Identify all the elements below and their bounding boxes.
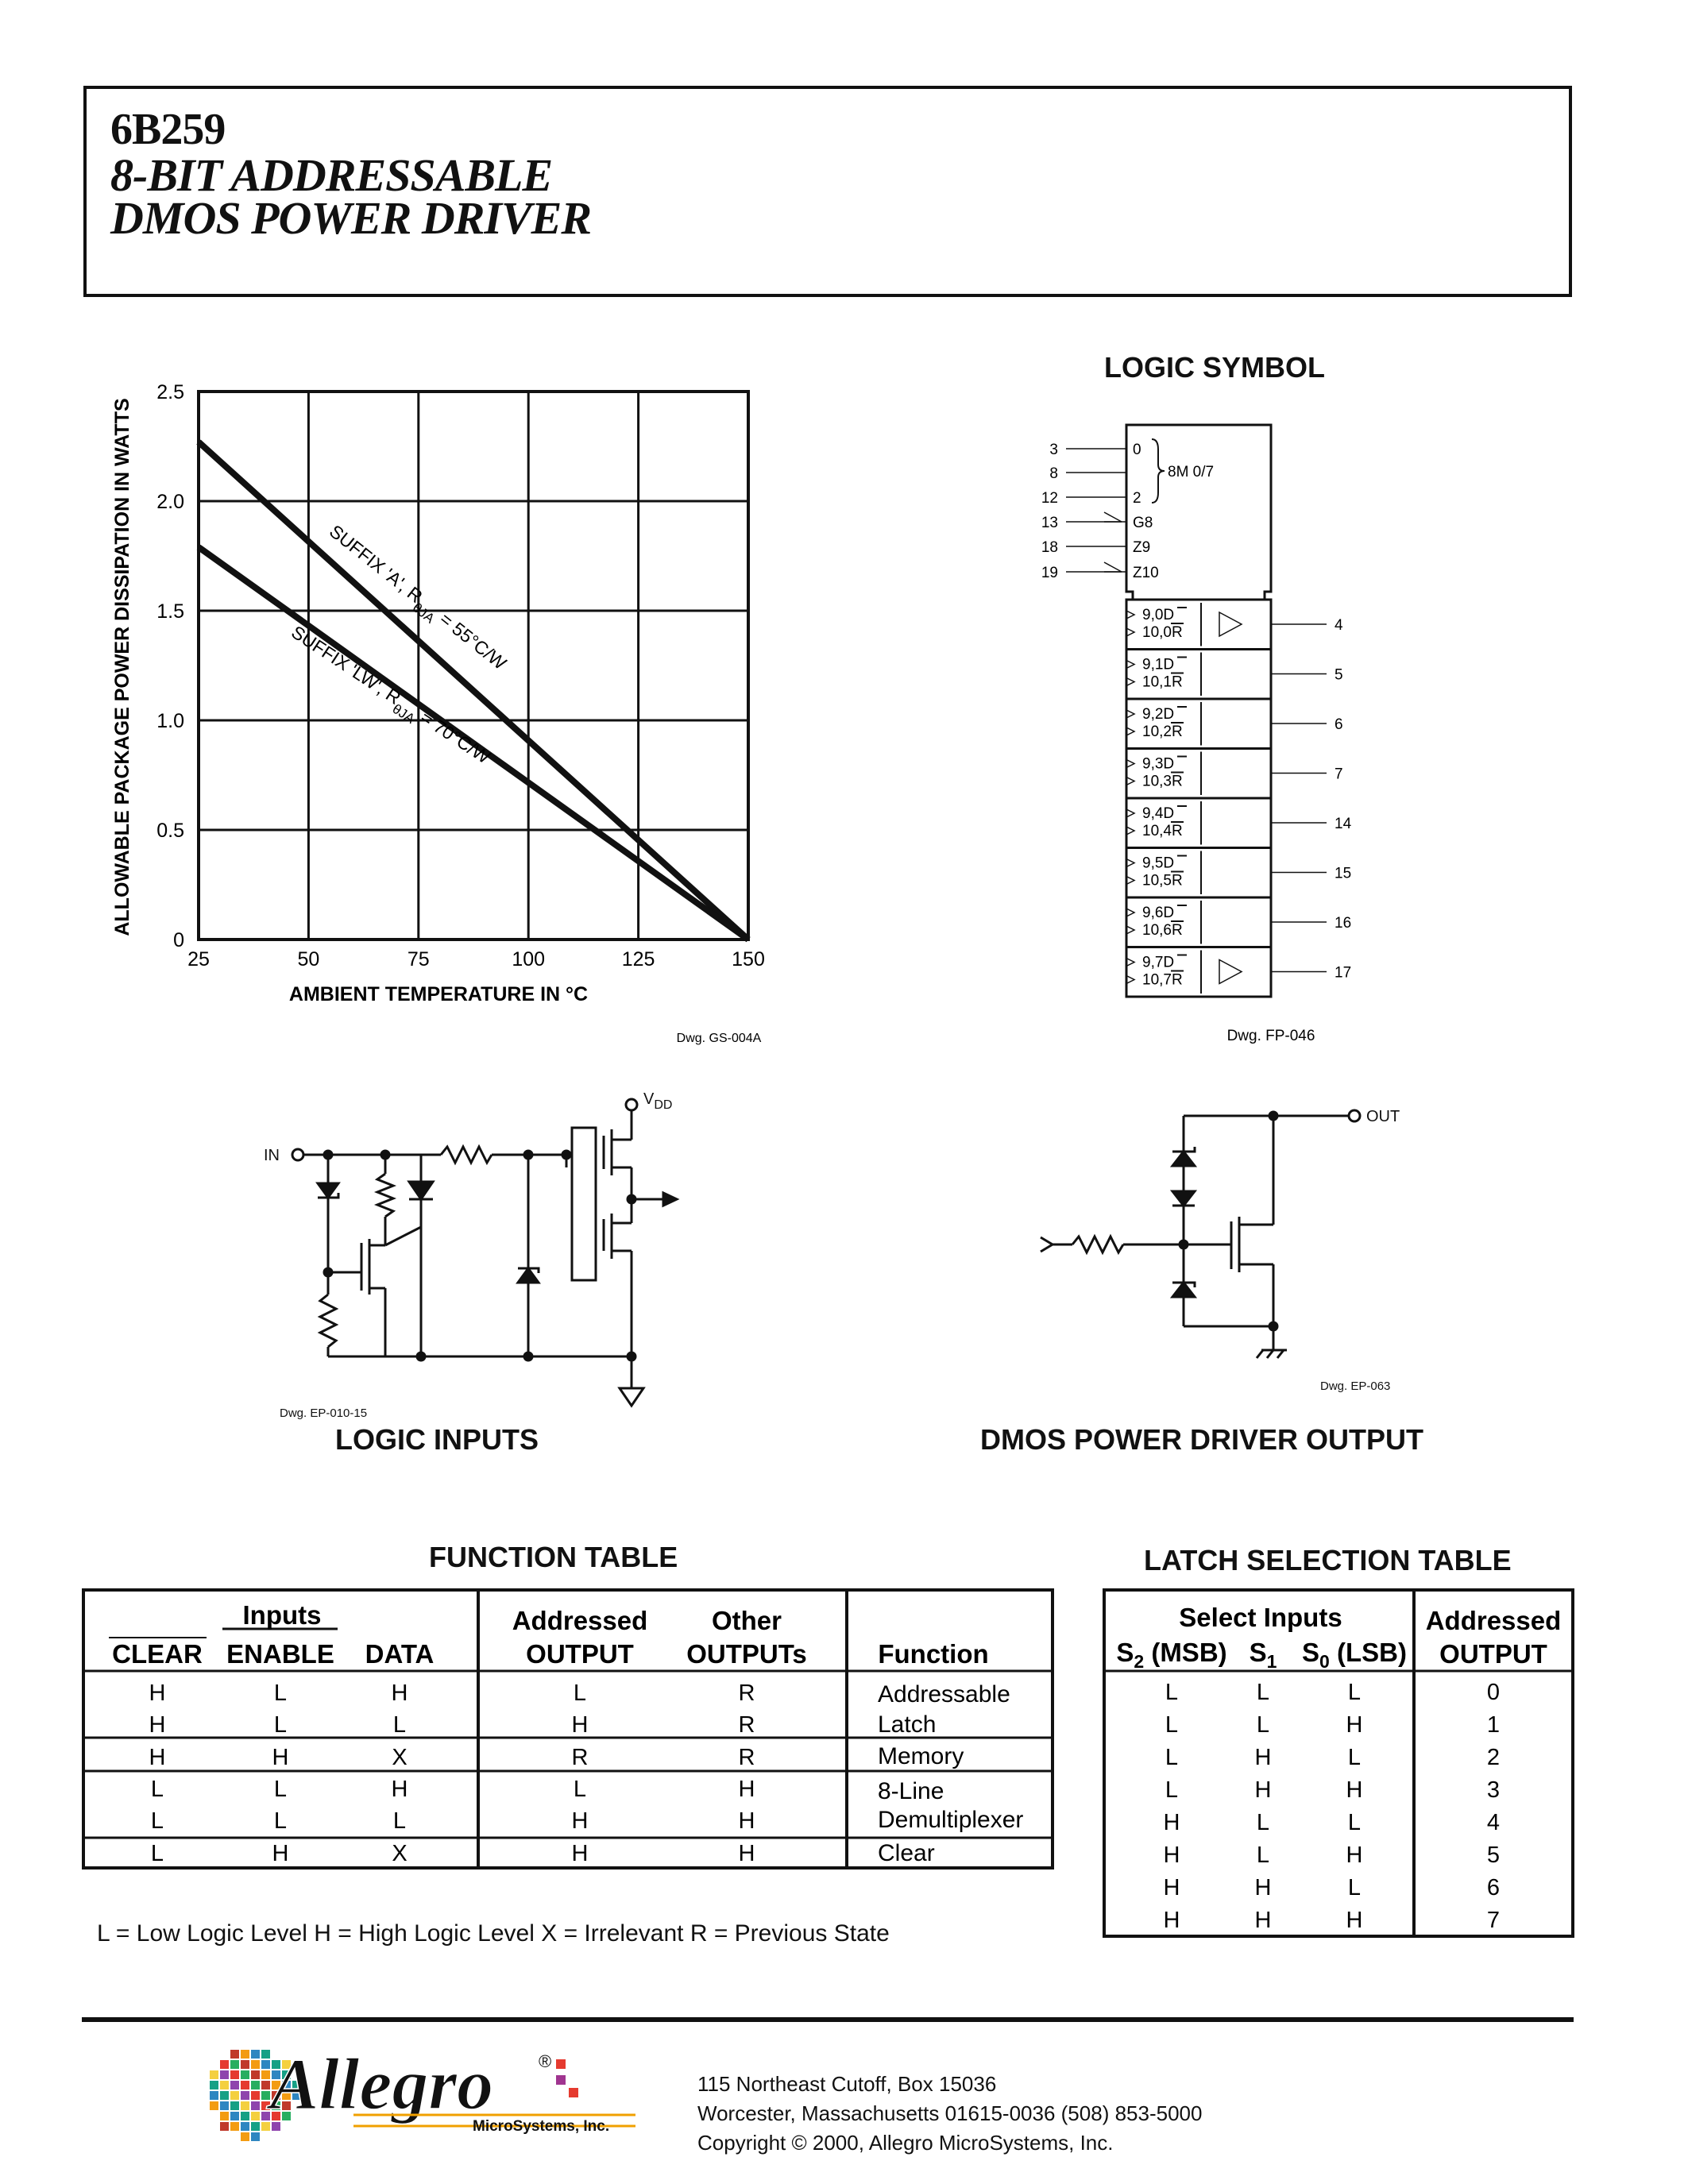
output-pin-number: 4 [1335, 617, 1343, 634]
ft-cell-data: H [391, 1680, 408, 1706]
ft-cell-other: R [738, 1712, 755, 1738]
cell-d-label: 9,2D [1142, 706, 1175, 723]
logo-tile [230, 2050, 239, 2059]
lt-cell-s2: L [1165, 1712, 1179, 1738]
in-label: IN [264, 1147, 280, 1164]
lt-cell-s2: H [1163, 1875, 1180, 1900]
ft-function-0: Addressable [878, 1681, 1010, 1707]
y-tick-label: 0 [173, 929, 184, 951]
ft-col-other-1: Other [711, 1606, 782, 1635]
latch-selection-table [1104, 1588, 1574, 1946]
dynamic-indicator [1104, 512, 1122, 522]
logo-tile [241, 2112, 249, 2120]
lt-cell-s1: L [1256, 1810, 1270, 1835]
ft-cell-data: L [392, 1712, 407, 1738]
power-dissipation-chart [0, 0, 794, 1064]
cell-r-label: 10,0R [1142, 624, 1183, 641]
input-pin-number: 19 [1041, 565, 1058, 581]
ft-cell-enable: L [273, 1680, 288, 1706]
x-tick-label: 125 [621, 948, 655, 970]
svg-text:Allegro: Allegro [270, 2043, 494, 2124]
logo-tile [241, 2050, 249, 2059]
logo-tile [251, 2112, 260, 2120]
logo-tile [251, 2122, 260, 2131]
ft-function-2: Memory [878, 1743, 964, 1769]
lt-cell-out: 6 [1486, 1875, 1501, 1900]
footer-rule [82, 2017, 1574, 2022]
output-pin-number: 15 [1335, 865, 1352, 882]
output-pin-number: 14 [1335, 816, 1352, 832]
ft-cell-clear: H [149, 1680, 166, 1706]
ft-col-clear: CLEAR [112, 1639, 203, 1669]
cell-r-label: 10,4R [1142, 823, 1183, 839]
lt-cell-out: 4 [1486, 1810, 1501, 1835]
ft-cell-addr: R [571, 1745, 589, 1770]
lt-cell-out: 2 [1486, 1745, 1501, 1770]
y-tick-label: 1.5 [156, 600, 184, 623]
open-drain-symbol [1219, 960, 1242, 984]
ft-col-addr-1: Addressed [512, 1606, 648, 1635]
ft-col-data: DATA [365, 1639, 435, 1669]
function-table [83, 1588, 1054, 1874]
output-pin-number: 16 [1335, 915, 1352, 932]
logo-tile [220, 2081, 229, 2089]
annotation-suffix-a: SUFFIX 'A', $R_{\theta JA} = 55^\circ C/W$ [325, 520, 511, 674]
ft-cell-enable: L [273, 1712, 288, 1738]
logo-tile [241, 2070, 249, 2079]
logo-tile [210, 2091, 218, 2100]
annotation-suffix-lw: SUFFIX 'LW', $R_{\theta JA} = 70^\circ C/W$ [288, 621, 494, 768]
chart-grid [199, 392, 748, 940]
logo-tile [241, 2091, 249, 2100]
logo-tile [220, 2070, 229, 2079]
x-tick-label: 150 [732, 948, 765, 970]
dmos-output-title: DMOS POWER DRIVER OUTPUT [980, 1423, 1424, 1456]
vdd-label: $V_{DD}$ [643, 1090, 673, 1112]
logo-tile [251, 2060, 260, 2069]
mux-label: 8M 0/7 [1168, 464, 1215, 480]
svg-text:MicroSystems, Inc.: MicroSystems, Inc. [473, 2118, 610, 2135]
x-tick-label: 100 [512, 948, 546, 970]
lt-cell-s1: H [1254, 1777, 1272, 1803]
input-label: G8 [1133, 515, 1153, 531]
chart-drawing-id: Dwg. GS-004A [676, 1032, 762, 1045]
ft-function-5: Clear [878, 1840, 935, 1866]
input-pin-number: 3 [1049, 442, 1058, 458]
cell-r-label: 10,2R [1142, 723, 1183, 740]
cell-r-label: 10,3R [1142, 773, 1183, 790]
ft-cell-enable: L [273, 1777, 288, 1802]
lt-cell-s0: L [1347, 1745, 1362, 1770]
ft-cell-enable: L [273, 1808, 288, 1834]
chart-series [199, 442, 748, 940]
ft-col-addr-2: OUTPUT [526, 1639, 634, 1669]
x-tick-label: 50 [297, 948, 320, 970]
cell-r-label: 10,6R [1142, 922, 1183, 939]
series-line-0 [199, 442, 748, 940]
input-label: Z10 [1133, 565, 1159, 581]
ft-cell-data: X [392, 1841, 408, 1866]
logo-tile [230, 2112, 239, 2120]
lt-cell-s1: L [1256, 1680, 1270, 1705]
logo-tile [220, 2112, 229, 2120]
logo-tile [230, 2081, 239, 2089]
input-label: Z9 [1133, 539, 1151, 556]
lt-cell-out: 0 [1486, 1680, 1501, 1705]
lt-col-out-1: Addressed [1425, 1606, 1562, 1635]
function-table-legend: L = Low Logic Level H = High Logic Level X = Irrelevant R = Previous State [97, 1920, 890, 1947]
logo-tile [210, 2101, 218, 2110]
lt-cell-s0: L [1347, 1810, 1362, 1835]
logo-tile [220, 2060, 229, 2069]
logic-symbol-diagram [1033, 413, 1366, 1048]
allegro-logo [207, 2037, 651, 2156]
x-tick-label: 75 [407, 948, 430, 970]
logo-tile [241, 2060, 249, 2069]
ft-cell-clear: L [150, 1777, 164, 1802]
dmos-output-schematic [1025, 1088, 1438, 1406]
lt-cell-s2: H [1163, 1908, 1180, 1933]
logo-tile [261, 2112, 270, 2120]
logo-tile [251, 2132, 260, 2141]
logo-tile [261, 2091, 270, 2100]
input-pin-number: 8 [1049, 465, 1058, 482]
ft-cell-addr: H [571, 1712, 589, 1738]
logo-tile [210, 2070, 218, 2079]
y-tick-label: 1.0 [156, 710, 184, 732]
cell-r-label: 10,5R [1142, 872, 1183, 889]
ft-cell-enable: H [272, 1841, 289, 1866]
logo-tile [220, 2122, 229, 2131]
input-pin-number: 18 [1041, 539, 1058, 556]
logo-tile [230, 2101, 239, 2110]
cell-d-label: 9,6D [1142, 905, 1175, 921]
logo-tile [230, 2122, 239, 2131]
ft-cell-addr: H [571, 1841, 589, 1866]
logic-symbol-drawing-id: Dwg. FP-046 [1226, 1028, 1315, 1044]
y-tick-label: 2.5 [156, 381, 184, 403]
logo-tile [261, 2122, 270, 2131]
ft-cell-data: H [391, 1777, 408, 1802]
logo-tile [251, 2081, 260, 2089]
ft-cell-other: H [738, 1841, 755, 1866]
lt-cell-s0: H [1346, 1712, 1363, 1738]
logo-tile [220, 2091, 229, 2100]
ft-col-other-2: OUTPUTs [686, 1639, 807, 1669]
logic-inputs-schematic [254, 1080, 699, 1445]
cell-d-label: 9,0D [1142, 607, 1175, 623]
ft-cell-other: R [738, 1745, 755, 1770]
lt-col-s2: $S_2$ (MSB) [1116, 1638, 1227, 1672]
logo-tile [251, 2070, 260, 2079]
input-pin-number: 13 [1041, 515, 1058, 531]
lt-cell-out: 1 [1486, 1712, 1501, 1738]
logic-inputs-title: LOGIC INPUTS [335, 1423, 539, 1456]
lt-col-out-2: OUTPUT [1439, 1639, 1547, 1669]
lt-cell-s1: H [1254, 1875, 1272, 1900]
logo-tile [251, 2091, 260, 2100]
logo-tile [241, 2101, 249, 2110]
ft-cell-addr: L [573, 1680, 587, 1706]
logo-tile [230, 2091, 239, 2100]
logo-tile [241, 2081, 249, 2089]
input-pin-number: 12 [1041, 490, 1058, 507]
logo-tile [251, 2050, 260, 2059]
dmos-drawing-id: Dwg. EP-063 [1320, 1379, 1391, 1393]
lt-cell-out: 5 [1486, 1843, 1501, 1868]
lt-cell-s0: H [1346, 1908, 1363, 1933]
cell-d-label: 9,5D [1142, 855, 1175, 872]
output-pin-number: 6 [1335, 716, 1343, 733]
lt-select-header: Select Inputs [1179, 1603, 1342, 1632]
input-label: 0 [1133, 442, 1141, 458]
lt-col-s1: $S_1$ [1249, 1638, 1277, 1672]
ft-cell-clear: L [150, 1841, 164, 1866]
lt-cell-s1: H [1254, 1908, 1272, 1933]
function-table-title: FUNCTION TABLE [429, 1541, 678, 1573]
lt-cell-out: 7 [1486, 1908, 1501, 1933]
output-pin-number: 17 [1335, 964, 1352, 982]
lt-cell-s2: L [1165, 1680, 1179, 1705]
part-number: 6B259 [110, 105, 226, 154]
logo-tile [261, 2081, 270, 2089]
latch-table-title: LATCH SELECTION TABLE [1144, 1544, 1512, 1576]
copyright: Copyright © 2000, Allegro MicroSystems, Inc. [697, 2131, 1114, 2155]
svg-text:®: ® [539, 2051, 552, 2071]
logo-tile [261, 2060, 270, 2069]
ft-cell-data: X [392, 1745, 408, 1770]
cell-d-label: 9,3D [1142, 755, 1175, 773]
dynamic-indicator [1104, 562, 1122, 572]
y-tick-label: 2.0 [156, 491, 184, 513]
address-line-1: 115 Northeast Cutoff, Box 15036 [697, 2072, 997, 2096]
plot-frame [199, 392, 748, 940]
logo-tile [230, 2070, 239, 2079]
ft-cell-addr: H [571, 1808, 589, 1834]
logo-tile [230, 2060, 239, 2069]
x-tick-label: 25 [187, 948, 210, 970]
title-line-2: DMOS POWER DRIVER [110, 192, 592, 244]
lt-cell-s1: L [1256, 1712, 1270, 1738]
output-pin-number: 5 [1335, 666, 1343, 684]
logo-tile [210, 2081, 218, 2089]
lt-cell-s2: H [1163, 1843, 1180, 1868]
lt-cell-s2: L [1165, 1745, 1179, 1770]
out-label: OUT [1366, 1108, 1400, 1125]
chart-x-label: AMBIENT TEMPERATURE IN °C [288, 983, 589, 1005]
ft-col-function: Function [878, 1639, 989, 1669]
ft-cell-other: H [738, 1808, 755, 1834]
logo-tile [261, 2070, 270, 2079]
ft-cell-clear: H [149, 1745, 166, 1770]
lt-col-s0: $S_0$ (LSB) [1302, 1638, 1407, 1672]
cell-r-label: 10,1R [1142, 673, 1183, 691]
lt-cell-out: 3 [1486, 1777, 1501, 1803]
ft-cell-enable: H [272, 1745, 289, 1770]
logo-tile [261, 2101, 270, 2110]
logic-symbol-title: LOGIC SYMBOL [1104, 351, 1325, 384]
title-line-1: 8-BIT ADDRESSABLE [110, 149, 553, 201]
ft-function-4: Demultiplexer [878, 1807, 1024, 1833]
cell-d-label: 9,7D [1142, 954, 1175, 971]
y-tick-label: 0.5 [156, 820, 184, 842]
address-line-2: Worcester, Massachusetts 01615-0036 (508) 853-5000 [697, 2101, 1203, 2125]
ft-cell-clear: H [149, 1712, 166, 1738]
logo-tile [261, 2050, 270, 2059]
logo-tile [241, 2132, 249, 2141]
ft-cell-data: L [392, 1808, 407, 1834]
ft-function-3: 8-Line [878, 1778, 944, 1804]
lt-cell-s0: H [1346, 1777, 1363, 1803]
ft-inputs-header: Inputs [242, 1600, 322, 1630]
lt-cell-s1: H [1254, 1745, 1272, 1770]
footer-address [697, 2070, 1202, 2158]
lt-cell-s0: H [1346, 1843, 1363, 1868]
ft-cell-other: R [738, 1680, 755, 1706]
lt-cell-s0: L [1347, 1680, 1362, 1705]
logo-tile [241, 2122, 249, 2131]
ft-function-1: Latch [878, 1711, 937, 1738]
output-pin-number: 7 [1335, 766, 1343, 783]
cell-d-label: 9,1D [1142, 656, 1175, 673]
ft-cell-other: H [738, 1777, 755, 1802]
logo-tile [251, 2101, 260, 2110]
lt-cell-s2: L [1165, 1777, 1179, 1803]
cell-d-label: 9,4D [1142, 805, 1175, 822]
input-label: 2 [1133, 490, 1141, 507]
chart-y-label: ALLOWABLE PACKAGE POWER DISSIPATION IN WATTS [111, 398, 133, 936]
open-drain-symbol [1219, 612, 1242, 636]
logic-inputs-drawing-id: Dwg. EP-010-15 [280, 1406, 368, 1420]
lt-cell-s1: L [1256, 1843, 1270, 1868]
ft-col-enable: ENABLE [226, 1639, 334, 1669]
ft-cell-addr: L [573, 1777, 587, 1802]
lt-cell-s2: H [1163, 1810, 1180, 1835]
ft-cell-clear: L [150, 1808, 164, 1834]
lt-cell-s0: L [1347, 1875, 1362, 1900]
logo-tile [220, 2101, 229, 2110]
cell-r-label: 10,7R [1142, 971, 1183, 989]
